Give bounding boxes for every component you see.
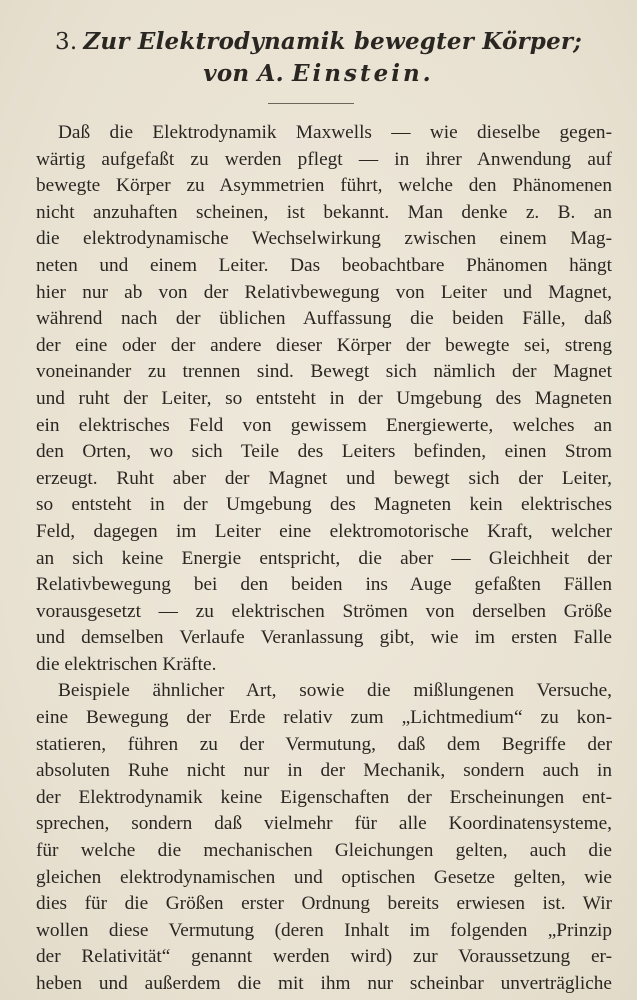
text-line: Relativbewegung bei den beiden ins Auge gefaßten Fällen (36, 574, 612, 596)
text-line: heben und außerdem die mit ihm nur scheinbar unverträgliche (36, 973, 612, 994)
text-line: erzeugt. Ruht aber der Magnet und bewegt sich der Leiter, (36, 467, 612, 489)
text-line: statieren, führen zu der Vermutung, daß dem Begriffe der (36, 733, 612, 755)
text-line: eine Bewegung der Erde relativ zum „Lichtmedium“ zu kon- (36, 707, 612, 729)
section-number: 3. (55, 29, 78, 55)
text-line: nicht anzuhaften scheinen, ist bekannt. Man denke z. B. an (36, 201, 612, 223)
article-heading (0, 26, 637, 90)
article-title: Zur Elektrodynamik bewegter Körper; (83, 28, 582, 55)
title-divider (268, 103, 354, 104)
text-line: ein elektrisches Feld von gewissem Energiewerte, welches an (36, 414, 612, 436)
text-line: Beispiele ähnlicher Art, sowie die mißlungenen Versuche, (58, 680, 612, 702)
heading-line-1 (0, 26, 637, 58)
text-line: während nach der üblichen Auffassung die beiden Fälle, daß (36, 308, 612, 330)
text-line: gleichen elektrodynamischen und optischen Gesetze gelten, wie (36, 866, 612, 888)
text-line: voneinander zu trennen sind. Bewegt sich nämlich der Magnet (36, 361, 612, 383)
text-line: für welche die mechanischen Gleichungen gelten, auch die (36, 840, 612, 862)
text-line: vorausgesetzt — zu elektrischen Strömen von derselben Größe (36, 600, 612, 622)
text-line: den Orten, wo sich Teile des Leiters befinden, einen Strom (36, 441, 612, 463)
author-prefix: von A. (203, 60, 284, 87)
text-line: der Relativität“ genannt werden wird) zur Voraussetzung er- (36, 946, 612, 968)
heading-line-2 (0, 58, 637, 90)
text-line: die elektrischen Kräfte. (36, 653, 217, 675)
text-line: wollen diese Vermutung (deren Inhalt im folgenden „Prinzip (36, 919, 612, 941)
text-line: dies für die Größen erster Ordnung bereits erwiesen ist. Wir (36, 893, 612, 915)
text-line: wärtig aufgefaßt zu werden pflegt — in ihrer Anwendung auf (36, 148, 612, 170)
text-line: bewegte Körper zu Asymmetrien führt, welche den Phänomenen (36, 175, 612, 197)
body-text (36, 120, 612, 998)
text-line: an sich keine Energie entspricht, die aber — Gleichheit der (36, 547, 612, 569)
text-line: die elektrodynamische Wechselwirkung zwischen einem Mag- (36, 228, 612, 250)
text-line: Feld, dagegen im Leiter eine elektromotorische Kraft, welcher (36, 520, 612, 542)
text-line: sprechen, sondern daß vielmehr für alle Koordinatensysteme, (36, 813, 612, 835)
text-line: der eine oder der andere dieser Körper der bewegte sei, streng (36, 334, 612, 356)
author-name: Einstein. (292, 60, 434, 87)
text-line: hier nur ab von der Relativbewegung von Leiter und Magnet, (36, 281, 612, 303)
text-line: Daß die Elektrodynamik Maxwells — wie dieselbe gegen- (58, 122, 612, 143)
text-line: neten und einem Leiter. Das beobachtbare Phänomen hängt (36, 254, 612, 276)
text-line: absoluten Ruhe nicht nur in der Mechanik, sondern auch in (36, 760, 612, 782)
text-line: und ruht der Leiter, so entsteht in der Umgebung des Magneten (36, 387, 612, 409)
text-line: und demselben Verlaufe Veranlassung gibt, wie im ersten Falle (36, 627, 612, 649)
text-line: der Elektrodynamik keine Eigenschaften der Erscheinungen ent- (36, 786, 612, 808)
text-line: so entsteht in der Umgebung des Magneten kein elektrisches (36, 494, 612, 516)
